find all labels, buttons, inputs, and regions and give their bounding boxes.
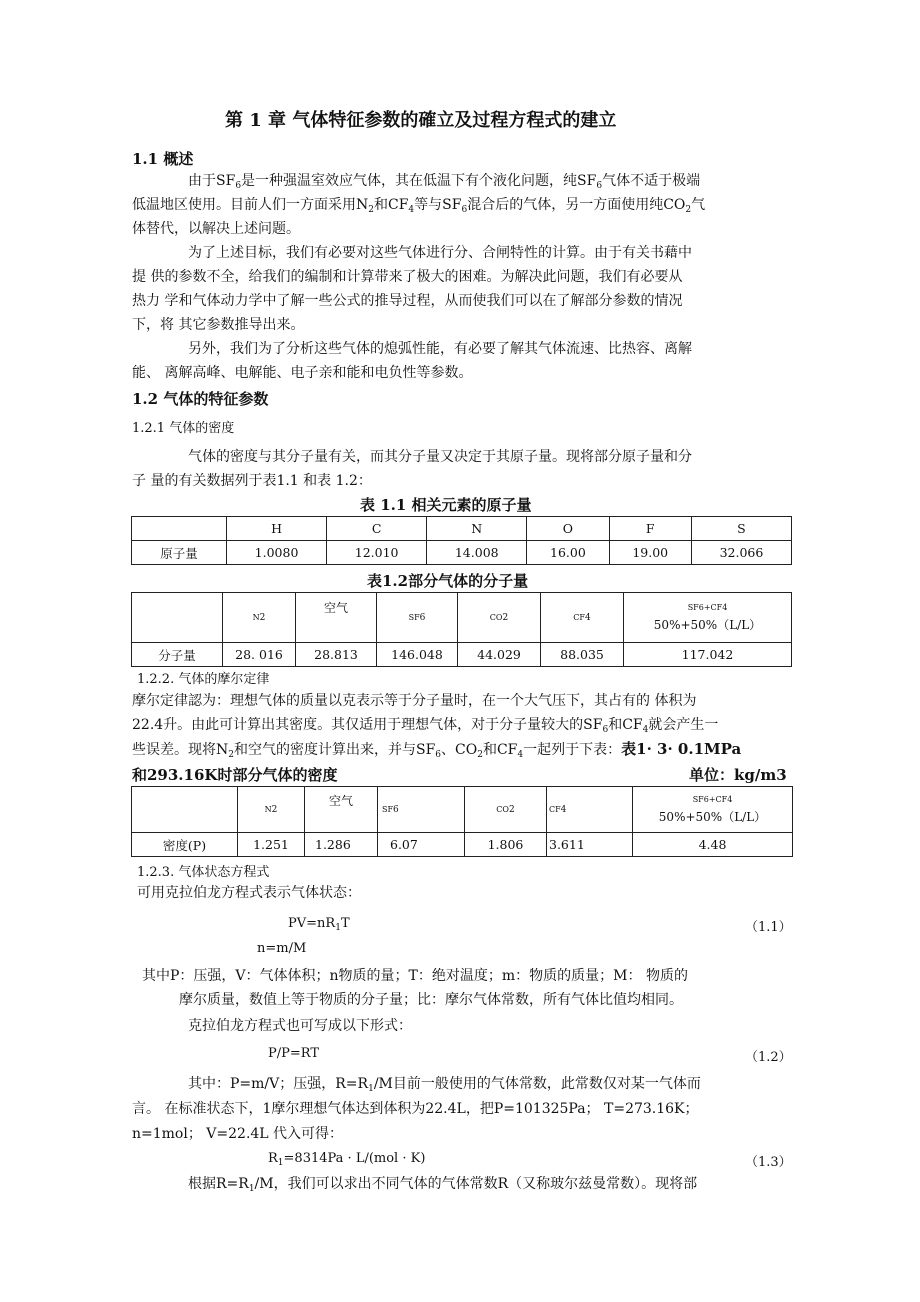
s123-alt: 克拉伯龙方程式也可写成以下形式： [188,1018,412,1034]
table3-corner [132,787,238,833]
table3-cell: 6.07 [378,833,465,857]
s122-line1: 摩尔定律認为：理想气体的质量以克表示等于分子量时，在一个大气压下，其占有的 体积为 [132,693,697,709]
table3-row-label: 密度(P) [132,833,238,857]
s123-where5: n=1mol； V=22.4L 代入可得： [132,1126,344,1142]
subsection-1-2-3: 1.2.3. 气体状态方程式 [137,865,270,880]
section-1-1-heading: 1.1 概述 [132,150,194,168]
table3-header-mix-bottom: 50%+50%（L/L） [658,809,767,824]
table1-cell: 32.066 [691,541,791,565]
table1-header-cell: C [327,517,427,541]
table1-title: 表 1.1 相关元素的原子量 [360,496,532,514]
s123-where3: 其中：P=m/V；压强，$R=R_1/M$目前一般使用的气体常数，此常数仅对某一气体而 [188,1076,701,1094]
table2-cell: 88.035 [541,643,624,667]
table1-cell: 12.010 [327,541,427,565]
table3-header-n2: N2 [238,787,305,833]
table-atomic-weights [131,516,792,565]
table1-header-cell: N [427,517,527,541]
table1-header-cell [132,517,227,541]
s123-intro: 可用克拉伯龙方程式表示气体状态： [137,885,361,901]
s11-para1-line1: 由于$SF_6$是一种强温室效应气体，其在低温下有个液化问题，纯$SF_6$气体不适于极端 [188,173,701,191]
equation-1-2: P/P=RT [268,1046,319,1061]
s122-line2: 22.4升。由此可计算出其密度。其仅适用于理想气体，对于分子量较大的$SF_6$和$CF_4$就会产生一 [132,717,719,735]
table1-cell: 1.0080 [227,541,327,565]
s11-para2-line2: 提 供的参数不全，给我们的编制和计算带来了极大的困难。为解决此问题，我们有必要从 [132,269,683,285]
table1-cell: 19.00 [609,541,691,565]
table2-header-n2: N2 [223,593,296,643]
table3-unit: 单位：kg/m3 [689,766,787,784]
table3-cell: 3.611 [547,833,633,857]
table2-cell: 28. 016 [223,643,296,667]
s123-last: 根据$R=R_1/M$，我们可以求出不同气体的气体常数R（又称玻尔兹曼常数）。现将部 [188,1176,698,1194]
table2-title: 表1.2部分气体的分子量 [367,572,529,590]
s11-para2-line1: 为了上述目标，我们有必要对这些气体进行分、合闸特性的计算。由于有关书藉中 [188,245,692,261]
chapter-title: 第 1 章 气体特征参数的確立及过程方程式的建立 [225,110,617,131]
s122-line3: 些误差。现将$N_2$和空气的密度计算出来，并与$SF_6$、$CO_2$和$CF_4$一起列于下表：表1· 3· 0.1MPa [132,740,742,760]
equation-1-1: $PV=nR_1T$ [288,916,350,933]
subsection-1-2-1: 1.2.1 气体的密度 [132,421,235,436]
table1-cell: 14.008 [427,541,527,565]
table1-row-label: 原子量 [132,541,227,565]
table1-header-cell: O [527,517,609,541]
equation-1-3: $R_1=8314Pa \cdot L/(mol \cdot K)$ [268,1151,426,1168]
table2-cell: 44.029 [458,643,541,667]
table2-header-mix [624,593,792,643]
table3-header-mix [633,787,793,833]
table2-cell: 117.042 [624,643,792,667]
equation-1-1-number: （1.1） [745,920,792,935]
equation-1-2-number: （1.2） [745,1050,792,1065]
table-gas-density [131,786,793,857]
s11-para2-line3: 热力 学和气体动力学中了解一些公式的推导过程，从而使我们可以在了解部分参数的情况 [132,293,683,309]
equation-1-3-number: （1.3） [745,1155,792,1170]
table3-cell: 4.48 [633,833,793,857]
table3-header-sf6: SF6 [378,787,465,833]
table3-cell: 1.806 [465,833,547,857]
table2-header-co2: CO2 [458,593,541,643]
table2-cell: 28.813 [296,643,377,667]
table2-header-air: 空气 [296,593,377,643]
equation-nmM: n=m/M [257,941,307,956]
s11-para3-line2: 能、 离解高峰、电解能、电子亲和能和电负性等参数。 [132,365,473,381]
s123-where2: 摩尔质量，数值上等于物质的分子量；比：摩尔气体常数，所有气体比值均相同。 [179,992,683,1008]
table2-header-sf6: SF6 [377,593,458,643]
table-row [132,833,793,857]
table3-header-cf4: CF4 [547,787,633,833]
table1-header-cell: F [609,517,691,541]
section-1-2-heading: 1.2 气体的特征参数 [132,390,269,408]
table2-header-cf4: CF4 [541,593,624,643]
s11-para1-line2: 低温地区使用。目前人们一方面采用$N_2$和$CF_4$等与$SF_6$混合后的气体，另一方面使用纯$CO_2$气 [132,197,706,215]
table-molecular-weights [131,592,792,667]
table2-cell: 146.048 [377,643,458,667]
table2-header-mix-top: SF6+CF4 [687,602,728,612]
table3-header-mix-top: SF6+CF4 [692,794,733,804]
table3-header-co2: CO2 [465,787,547,833]
table2-corner [132,593,223,643]
s123-where4: 言。 在标准状态下，1摩尔理想气体达到体积为22.4L，把P=101325Pa； T=273.16K； [132,1101,699,1117]
table1-header-cell: S [691,517,791,541]
s121-para1-line1: 气体的密度与其分子量有关，而其分子量又决定于其原子量。现将部分原子量和分 [188,449,692,465]
table1-header-cell: H [227,517,327,541]
subsection-1-2-2: 1.2.2. 气体的摩尔定律 [137,672,270,687]
s11-para3-line1: 另外，我们为了分析这些气体的熄弧性能，有必要了解其气体流速、比热容、离解 [188,341,692,357]
s123-where1: 其中P：压强，V：气体体积；n物质的量；T：绝对温度；m：物质的质量；M： 物质的 [142,968,688,984]
table-row [132,541,792,565]
table3-header-air: 空气 [305,787,378,833]
table1-cell: 16.00 [527,541,609,565]
s11-para1-line3: 体替代，以解决上述问题。 [132,221,300,237]
table2-header-mix-bottom: 50%+50%（L/L） [653,617,762,632]
table-row [132,643,792,667]
table2-row-label: 分子量 [132,643,223,667]
table3-cell: 1.251 [238,833,305,857]
s11-para2-line4: 下，将 其它参数推导出来。 [132,317,305,333]
table3-cell: 1.286 [305,833,378,857]
table3-title: 和293.16K时部分气体的密度 [132,766,338,784]
s121-para1-line2: 子 量的有关数据列于表1.1 和表 1.2： [132,473,372,489]
